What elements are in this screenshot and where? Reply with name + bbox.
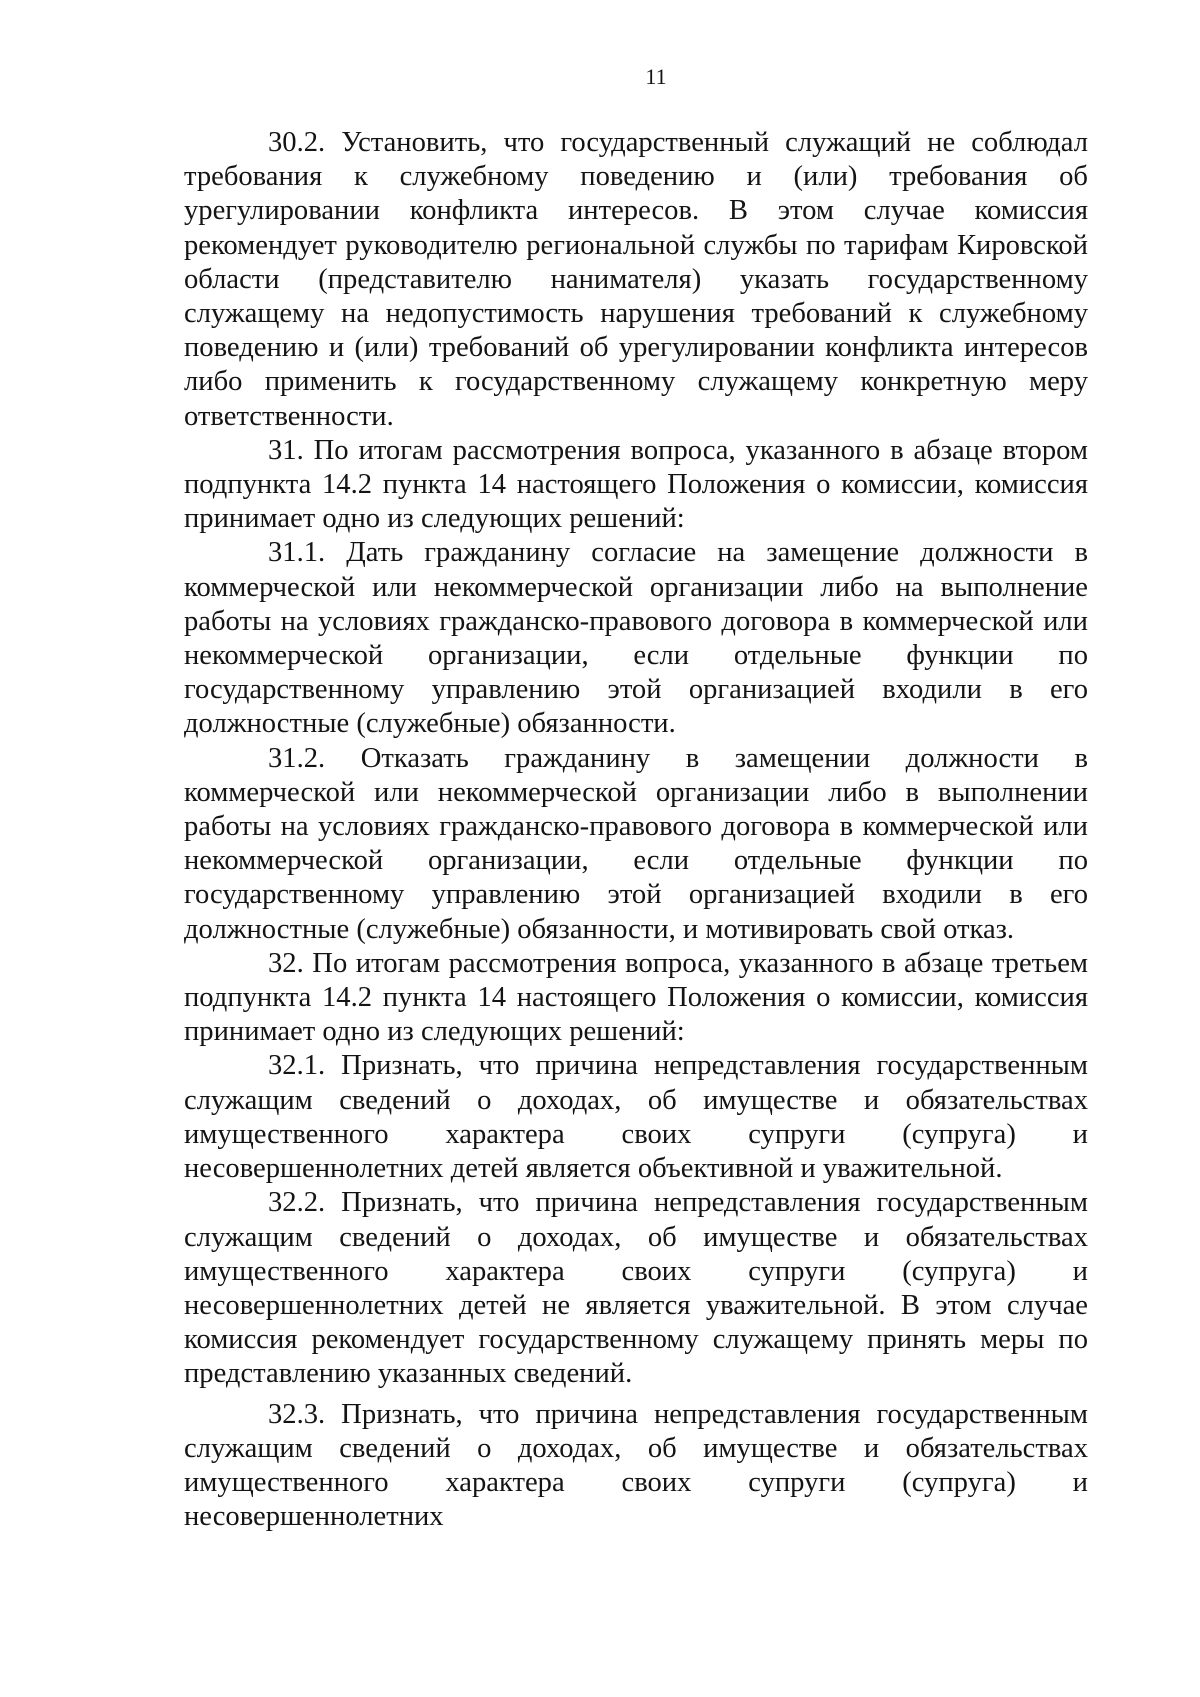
paragraph-31-2: 31.2. Отказать гражданину в замещении должности в коммерческой или некоммерческой организации либо в выполнении работы на условиях гражданско-правового договора в коммерческой или некоммерческой организации, если отдельные функции по государственному управлению этой организацией входили в его должностные (служебные) обязанности, и мотивировать свой отказ. (184, 742, 1088, 945)
paragraph-32-2: 32.2. Признать, что причина непредставления государственным служащим сведений о доходах, об имуществе и обязательствах имущественного характера своих супруги (супруга) и несовершеннолетних детей не является уважительной. В этом случае комиссия рекомендует государственному служащему принять меры по представлению указанных сведений. (184, 1187, 1088, 1390)
paragraph-31-1: 31.1. Дать гражданину согласие на замещение должности в коммерческой или некоммерческой организации либо на выполнение работы на условиях гражданско-правового договора в коммерческой или некоммерческой организации, если отдельные функции по государственному управлению этой организацией входили в его должностные (служебные) обязанности. (184, 537, 1088, 740)
paragraph-31: 31. По итогам рассмотрения вопроса, указанного в абзаце втором подпункта 14.2 пункта 14 настоящего Положения о комиссии, комиссия принимает одно из следующих решений: (184, 434, 1088, 535)
page-number: 11 (645, 64, 667, 89)
paragraph-30-2: 30.2. Установить, что государственный служащий не соблюдал требования к служебному поведению и (или) требования об урегулировании конфликта интересов. В этом случае комиссия рекомендует руководителю региональной службы по тарифам Кировской области (представителю нанимателя) указать государственному служащему на недопустимость нарушения требований к служебному поведению и (или) требований об урегулировании конфликта интересов либо применить к государственному служащему конкретную меру ответственности. (184, 127, 1088, 432)
paragraph-32-3: 32.3. Признать, что причина непредставления государственным служащим сведений о доходах, об имуществе и обязательствах имущественного характера своих супруги (супруга) и несовершеннолетних (184, 1398, 1088, 1533)
paragraph-32-1: 32.1. Признать, что причина непредставления государственным служащим сведений о доходах, об имуществе и обязательствах имущественного характера своих супруги (супруга) и несовершеннолетних детей является объективной и уважительной. (184, 1050, 1088, 1185)
paragraph-32: 32. По итогам рассмотрения вопроса, указанного в абзаце третьем подпункта 14.2 пункта 14 настоящего Положения о комиссии, комиссия принимает одно из следующих решений: (184, 947, 1088, 1048)
